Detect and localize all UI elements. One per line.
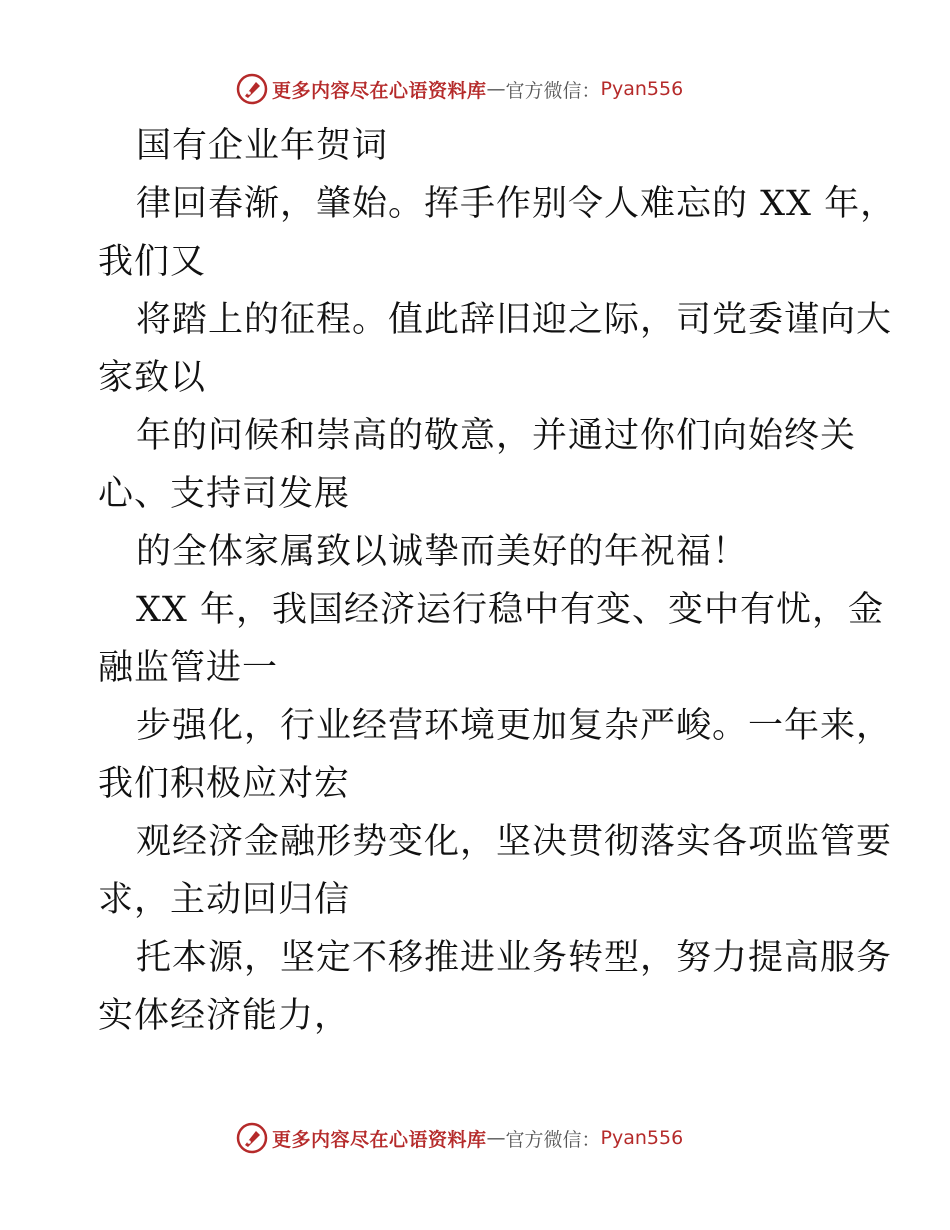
header-wechat-label: 官方微信： [505,79,601,102]
footer-wechat-label: 官方微信： [505,1128,601,1151]
pen-nib-logo-icon [236,1122,268,1154]
paragraph-line: 我们积极应对宏 [98,764,351,804]
paragraph-line: XX 年，我国经济运行稳中有变、变中有忧，金 [136,590,884,630]
header-separator: — [486,78,506,100]
footer-banner [236,1121,683,1155]
paragraph-line: 家致以 [98,358,207,398]
pen-nib-logo-icon [236,73,268,105]
paragraph-line: 将踏上的征程。值此辞旧迎之际，司党委谨向大 [136,300,893,340]
paragraph-line: 我们又 [98,242,207,282]
header-wechat-id: Pyan556 [600,78,684,100]
header-promo-text: 更多内容尽在心语资料库 [272,79,487,102]
paragraph-line: 年的问候和崇高的敬意，并通过你们向始终关 [136,416,857,456]
paragraph-line: 融监管进一 [98,648,279,688]
footer-separator: — [486,1127,506,1149]
paragraph-line: 实体经济能力， [98,996,351,1036]
document-body [98,117,897,1045]
paragraph-line: 步强化，行业经营环境更加复杂严峻。一年来， [136,706,893,746]
footer-promo-text: 更多内容尽在心语资料库 [272,1128,487,1151]
paragraph-line: 托本源，坚定不移推进业务转型，努力提高服务 [136,938,893,978]
paragraph-line: 的全体家属致以诚挚而美好的年祝福！ [136,532,749,572]
paragraph-line: 观经济金融形势变化，坚决贯彻落实各项监管要 [136,822,893,862]
paragraph-line: 心、支持司发展 [98,474,351,514]
document-title: 国有企业年贺词 [136,126,389,166]
paragraph-line: 律回春渐，肇始。挥手作别令人难忘的 XX 年， [136,184,897,224]
paragraph-line: 求，主动回归信 [98,880,351,920]
header-banner [236,72,683,106]
footer-wechat-id: Pyan556 [600,1127,684,1149]
